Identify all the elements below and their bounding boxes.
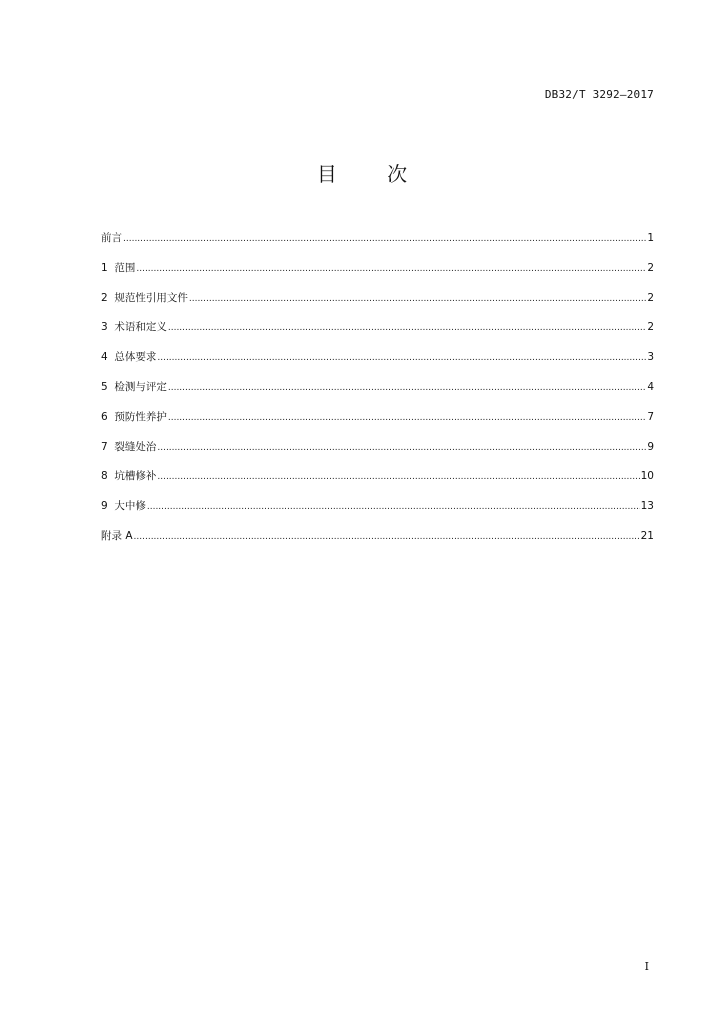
toc-entry-page: 21	[640, 529, 654, 542]
toc-list	[101, 230, 654, 558]
toc-leader-dots	[168, 323, 646, 333]
toc-entry-normative-references[interactable]	[101, 290, 654, 320]
toc-leader-dots	[189, 294, 646, 304]
toc-entry-appendix-a[interactable]	[101, 528, 654, 558]
toc-entry-label: 裂缝处治	[114, 440, 157, 453]
toc-title: 目 次	[316, 162, 430, 186]
toc-entry-label: 前言	[101, 232, 122, 244]
toc-entry-number: 1	[101, 261, 115, 274]
toc-entry-general-requirements[interactable]	[101, 349, 654, 379]
toc-entry-page: 2	[647, 321, 654, 334]
toc-leader-dots	[168, 413, 646, 423]
toc-entry-label: 坑槽修补	[114, 470, 157, 483]
toc-leader-dots	[157, 353, 646, 363]
toc-entry-inspection-evaluation[interactable]	[101, 379, 654, 409]
toc-entry-page: 2	[647, 261, 654, 274]
toc-entry-label: 术语和定义	[114, 321, 167, 334]
toc-leader-dots	[168, 383, 646, 393]
toc-entry-label: 附录 A	[101, 529, 133, 542]
toc-entry-label: 预防性养护	[114, 410, 167, 423]
toc-entry-number: 5	[101, 380, 115, 393]
toc-leader-dots	[157, 443, 646, 453]
toc-entry-number: 2	[101, 291, 115, 304]
toc-entry-label: 检测与评定	[114, 380, 167, 393]
toc-entry-label: 总体要求	[114, 351, 157, 364]
toc-entry-number: 9	[101, 500, 115, 513]
toc-entry-page: 1	[647, 232, 654, 244]
page-number: I	[644, 960, 649, 973]
toc-entry-major-medium-repair[interactable]	[101, 498, 654, 528]
toc-entry-foreword[interactable]	[101, 230, 654, 260]
toc-leader-dots	[147, 502, 640, 512]
toc-entry-number: 8	[101, 470, 115, 483]
toc-entry-label: 大中修	[114, 500, 146, 513]
toc-entry-page: 10	[640, 470, 654, 483]
toc-entry-number: 4	[101, 351, 115, 364]
toc-entry-number: 7	[101, 440, 115, 453]
toc-leader-dots	[134, 532, 640, 542]
toc-entry-page: 3	[647, 351, 654, 364]
toc-entry-page: 9	[647, 440, 654, 453]
toc-entry-scope[interactable]	[101, 260, 654, 290]
toc-entry-page: 2	[647, 291, 654, 304]
toc-entry-pothole-repair[interactable]	[101, 468, 654, 498]
toc-entry-label: 规范性引用文件	[114, 291, 188, 304]
toc-entry-page: 7	[647, 410, 654, 423]
toc-leader-dots	[157, 472, 639, 482]
toc-entry-label: 范围	[114, 261, 136, 274]
toc-leader-dots	[123, 234, 646, 244]
toc-entry-crack-treatment[interactable]	[101, 439, 654, 469]
toc-entry-page: 13	[640, 500, 654, 513]
toc-entry-number: 6	[101, 410, 115, 423]
toc-entry-page: 4	[647, 380, 654, 393]
document-code: DB32/T 3292—2017	[544, 88, 654, 101]
toc-leader-dots	[136, 264, 646, 274]
toc-entry-preventive-maintenance[interactable]	[101, 409, 654, 439]
toc-entry-terms-definitions[interactable]	[101, 319, 654, 349]
toc-entry-number: 3	[101, 321, 115, 334]
